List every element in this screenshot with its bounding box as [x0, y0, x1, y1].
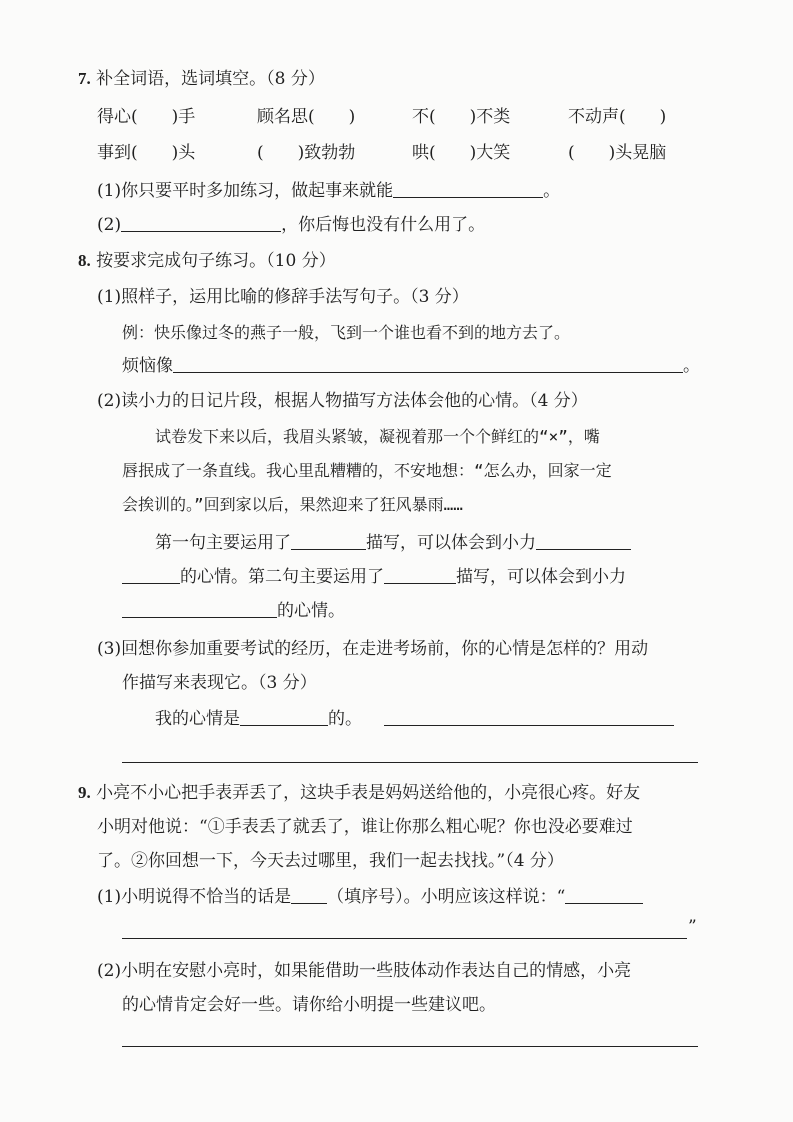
idiom-1: 得心( )手 — [97, 107, 196, 127]
prompt-text: （填序号）。小明应该这样说：“ — [327, 887, 566, 907]
prompt-text: 的心情。第二句主要运用了 — [180, 567, 384, 587]
q8-answer-line-3 — [122, 600, 345, 622]
prompt-text: 描写，可以体会到小力 — [366, 533, 536, 553]
idiom-2: 顾名思( ) — [257, 107, 356, 127]
q9-part-1 — [97, 886, 643, 908]
q9-part-2-line-1: (2)小明在安慰小亮时，如果能借助一些肢体动作表达自己的情感，小亮 — [97, 961, 632, 981]
question-number: 7. — [78, 69, 91, 88]
answer-blank[interactable] — [240, 709, 328, 726]
q8-fill-1 — [122, 355, 700, 377]
answer-blank[interactable] — [536, 533, 631, 550]
answer-blank[interactable] — [121, 215, 281, 232]
answer-rule[interactable] — [122, 938, 687, 939]
answer-blank[interactable] — [173, 356, 683, 373]
answer-rule[interactable] — [122, 762, 698, 763]
question-8-heading — [78, 250, 336, 272]
question-number: 9. — [78, 783, 91, 802]
sentence-text: ，你后悔也没有什么用了。 — [281, 215, 486, 235]
idiom-4: 不动声( ) — [568, 107, 667, 127]
q8-part-2: (2)读小力的日记片段，根据人物描写方法体会他的心情。（4 分） — [97, 391, 588, 411]
prompt-text: 第一句主要运用了 — [155, 533, 291, 553]
question-number: 8. — [78, 251, 91, 270]
q8-answer-line-2 — [122, 566, 626, 588]
idiom-5: 事到( )头 — [97, 143, 196, 163]
q8-part-3-line-1: (3)回想你参加重要考试的经历，在走进考场前，你的心情是怎样的？用动 — [97, 639, 649, 659]
prompt-text: 的心情。 — [277, 601, 345, 621]
q8-answer-line-1 — [155, 532, 631, 554]
closing-quote: ” — [688, 917, 697, 937]
question-text: 小亮不小心把手表弄丢了，这块手表是妈妈送给他的，小亮很心疼。好友 — [96, 783, 641, 803]
question-9-line-3: 了。②你回想一下，今天去过哪里，我们一起去找找。”（4 分） — [97, 851, 564, 871]
q7-sentence-1 — [97, 180, 560, 202]
idiom-3: 不( )不类 — [412, 107, 511, 127]
prompt-text: 烦恼像 — [122, 356, 173, 376]
question-title: 补全词语，选词填空。（8 分） — [96, 69, 325, 89]
q8-part-3-line-2: 作描写来表现它。（3 分） — [122, 673, 317, 693]
item-number: (2) — [97, 215, 122, 235]
idiom-7: 哄( )大笑 — [412, 143, 511, 163]
q8-part-1: (1)照样子，运用比喻的修辞手法写句子。（3 分） — [97, 287, 469, 307]
diary-line-3: 会挨训的。”回到家以后，果然迎来了狂风暴雨…… — [122, 495, 463, 514]
sentence-end: 。 — [683, 356, 700, 376]
answer-rule[interactable] — [122, 1046, 698, 1047]
question-9-line-2: 小明对他说：“①手表丢了就丢了，谁让你那么粗心呢？你也没必要难过 — [97, 817, 633, 837]
prompt-text: (1)小明说得不恰当的话是 — [97, 887, 292, 907]
example-sentence: 例：快乐像过冬的燕子一般，飞到一个谁也看不到的地方去了。 — [122, 323, 571, 342]
answer-blank[interactable] — [122, 601, 277, 618]
sentence-text: (1)你只要平时多加练习，做起事来就能 — [97, 181, 394, 201]
prompt-text: 我的心情是 — [155, 709, 240, 729]
q7-sentence-2 — [97, 214, 485, 236]
idiom-6: ( )致勃勃 — [257, 143, 356, 163]
q9-part-2-line-2: 的心情肯定会好一些。请你给小明提一些建议吧。 — [122, 995, 496, 1015]
question-7-heading — [78, 68, 325, 90]
prompt-text: 的。 — [328, 709, 362, 729]
answer-blank[interactable] — [565, 887, 643, 904]
answer-blank[interactable] — [384, 567, 456, 584]
answer-blank[interactable] — [384, 709, 674, 726]
question-title: 按要求完成句子练习。（10 分） — [96, 251, 336, 271]
q8-mood-line — [155, 708, 674, 730]
question-9-line-1 — [78, 782, 640, 804]
sentence-end: 。 — [543, 181, 561, 201]
prompt-text: 描写，可以体会到小力 — [456, 567, 626, 587]
idiom-8: ( )头晃脑 — [568, 143, 667, 163]
diary-line-1: 试卷发下来以后，我眉头紧皱，凝视着那一个个鲜红的“×”，嘴 — [155, 427, 600, 446]
answer-blank[interactable] — [291, 887, 327, 904]
diary-line-2: 唇抿成了一条直线。我心里乱糟糟的，不安地想：“怎么办，回家一定 — [122, 461, 612, 480]
answer-blank[interactable] — [393, 181, 543, 198]
answer-blank[interactable] — [122, 567, 180, 584]
answer-blank[interactable] — [291, 533, 366, 550]
